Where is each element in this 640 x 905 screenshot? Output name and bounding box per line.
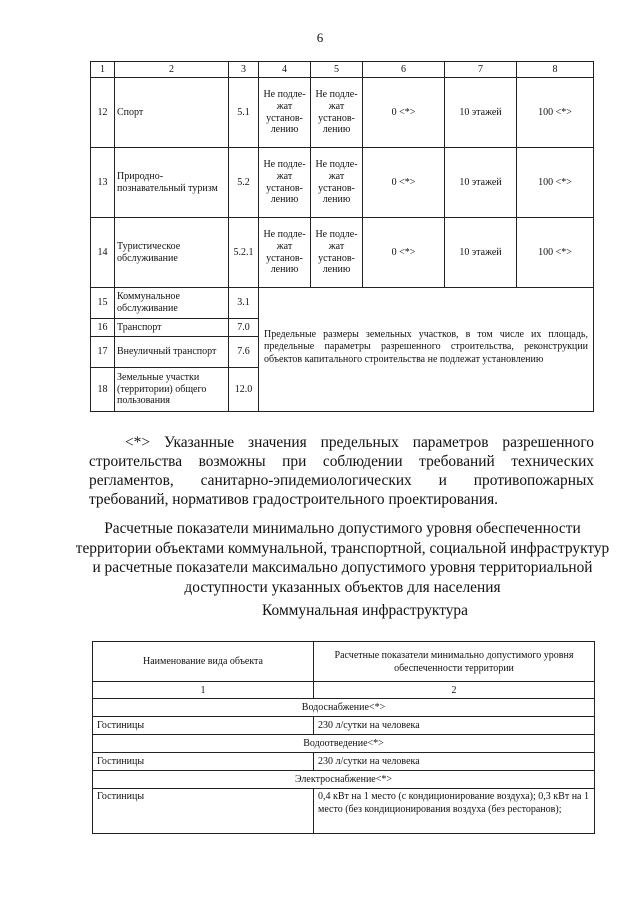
object-name: Гостиницы — [93, 717, 314, 735]
land-use-name: Внеуличный транспорт — [115, 337, 229, 368]
land-use-name: Земельные участки (территории) общего пользования — [115, 368, 229, 412]
group-title-row — [93, 699, 595, 717]
indicator-value: 230 л/сутки на человека — [314, 717, 595, 735]
row-number: 18 — [91, 368, 115, 412]
land-use-name: Природно-познавательный туризм — [115, 148, 229, 218]
row-number: 13 — [91, 148, 115, 218]
table-header-row — [91, 62, 594, 78]
table-row — [93, 789, 595, 834]
land-use-code: 3.1 — [229, 288, 259, 319]
indicator-value: 0,4 кВт на 1 место (с кондиционирование воздуха); 0,3 кВт на 1 место (без кондиционирования воздуха (без ресторанов); — [314, 789, 595, 834]
section-subtitle: Коммунальная инфраструктура — [262, 602, 468, 619]
parameter-cell: 100 <*> — [517, 78, 594, 148]
group-title: Электроснабжение<*> — [93, 771, 595, 789]
parameter-cell: Не подле-жат установ-лению — [311, 148, 363, 218]
parameter-cell: 0 <*> — [363, 148, 445, 218]
header-cell: 2 — [115, 62, 229, 78]
group-title-row — [93, 735, 595, 753]
table-header-row — [93, 642, 595, 682]
parameter-cell: Не подле-жат установ-лению — [259, 218, 311, 288]
object-name: Гостиницы — [93, 753, 314, 771]
land-use-code: 5.2 — [229, 148, 259, 218]
parameter-cell: Не подле-жат установ-лению — [311, 78, 363, 148]
group-title: Водоснабжение<*> — [93, 699, 595, 717]
land-use-code: 7.0 — [229, 319, 259, 337]
page-number: 6 — [316, 30, 324, 45]
parameter-cell: 10 этажей — [445, 78, 517, 148]
merged-note-cell: Предельные размеры земельных участков, в том числе их площадь, предельные параметры разрешенного строительства, реконструкции объектов капитального строительства не подлежат установлению — [259, 288, 594, 412]
table-row — [91, 148, 594, 218]
row-number: 12 — [91, 78, 115, 148]
header-cell: 5 — [311, 62, 363, 78]
indicator-value: 230 л/сутки на человека — [314, 753, 595, 771]
table-row — [93, 753, 595, 771]
section-title: Расчетные показатели минимально допустимого уровня обеспеченности территории объектами коммунальной, транспортной, социальной инфраструктур и расчетные показатели максимально допустимого уровня территориальной доступности указанных объектов для населения — [75, 520, 610, 596]
parameter-cell: 0 <*> — [363, 78, 445, 148]
land-use-code: 5.1 — [229, 78, 259, 148]
column-number: 2 — [314, 682, 595, 699]
land-use-code: 5.2.1 — [229, 218, 259, 288]
row-number: 15 — [91, 288, 115, 319]
header-cell: 7 — [445, 62, 517, 78]
header-cell: 1 — [91, 62, 115, 78]
header-cell: 8 — [517, 62, 594, 78]
land-use-name: Транспорт — [115, 319, 229, 337]
header-cell: 6 — [363, 62, 445, 78]
row-number: 16 — [91, 319, 115, 337]
group-title-row — [93, 771, 595, 789]
table-row — [91, 78, 594, 148]
land-use-parameters-table — [90, 61, 594, 412]
column-number: 1 — [93, 682, 314, 699]
column-header: Наименование вида объекта — [93, 642, 314, 682]
parameter-cell: 10 этажей — [445, 218, 517, 288]
parameter-cell: 10 этажей — [445, 148, 517, 218]
table-number-row — [93, 682, 595, 699]
row-number: 17 — [91, 337, 115, 368]
land-use-code: 7.6 — [229, 337, 259, 368]
land-use-name: Спорт — [115, 78, 229, 148]
table-row — [93, 717, 595, 735]
parameter-cell: 0 <*> — [363, 218, 445, 288]
parameter-cell: Не подле-жат установ-лению — [259, 148, 311, 218]
object-name: Гостиницы — [93, 789, 314, 834]
land-use-name: Туристическое обслуживание — [115, 218, 229, 288]
land-use-code: 12.0 — [229, 368, 259, 412]
header-cell: 4 — [259, 62, 311, 78]
parameter-cell: Не подле-жат установ-лению — [311, 218, 363, 288]
table-row — [91, 218, 594, 288]
group-title: Водоотведение<*> — [93, 735, 595, 753]
footnote-paragraph: <*> Указанные значения предельных параметров разрешенного строительства возможны при соблюдении требований технических регламентов, санитарно-эпидемиологических и противопожарных требований, нормативов градостроительного проектирования. — [89, 434, 594, 508]
table-row — [91, 288, 594, 319]
header-cell: 3 — [229, 62, 259, 78]
land-use-name: Коммунальное обслуживание — [115, 288, 229, 319]
column-header: Расчетные показатели минимально допустимого уровня обеспеченности территории — [314, 642, 595, 682]
row-number: 14 — [91, 218, 115, 288]
parameter-cell: 100 <*> — [517, 148, 594, 218]
parameter-cell: Не подле-жат установ-лению — [259, 78, 311, 148]
communal-infrastructure-table — [92, 641, 595, 834]
parameter-cell: 100 <*> — [517, 218, 594, 288]
